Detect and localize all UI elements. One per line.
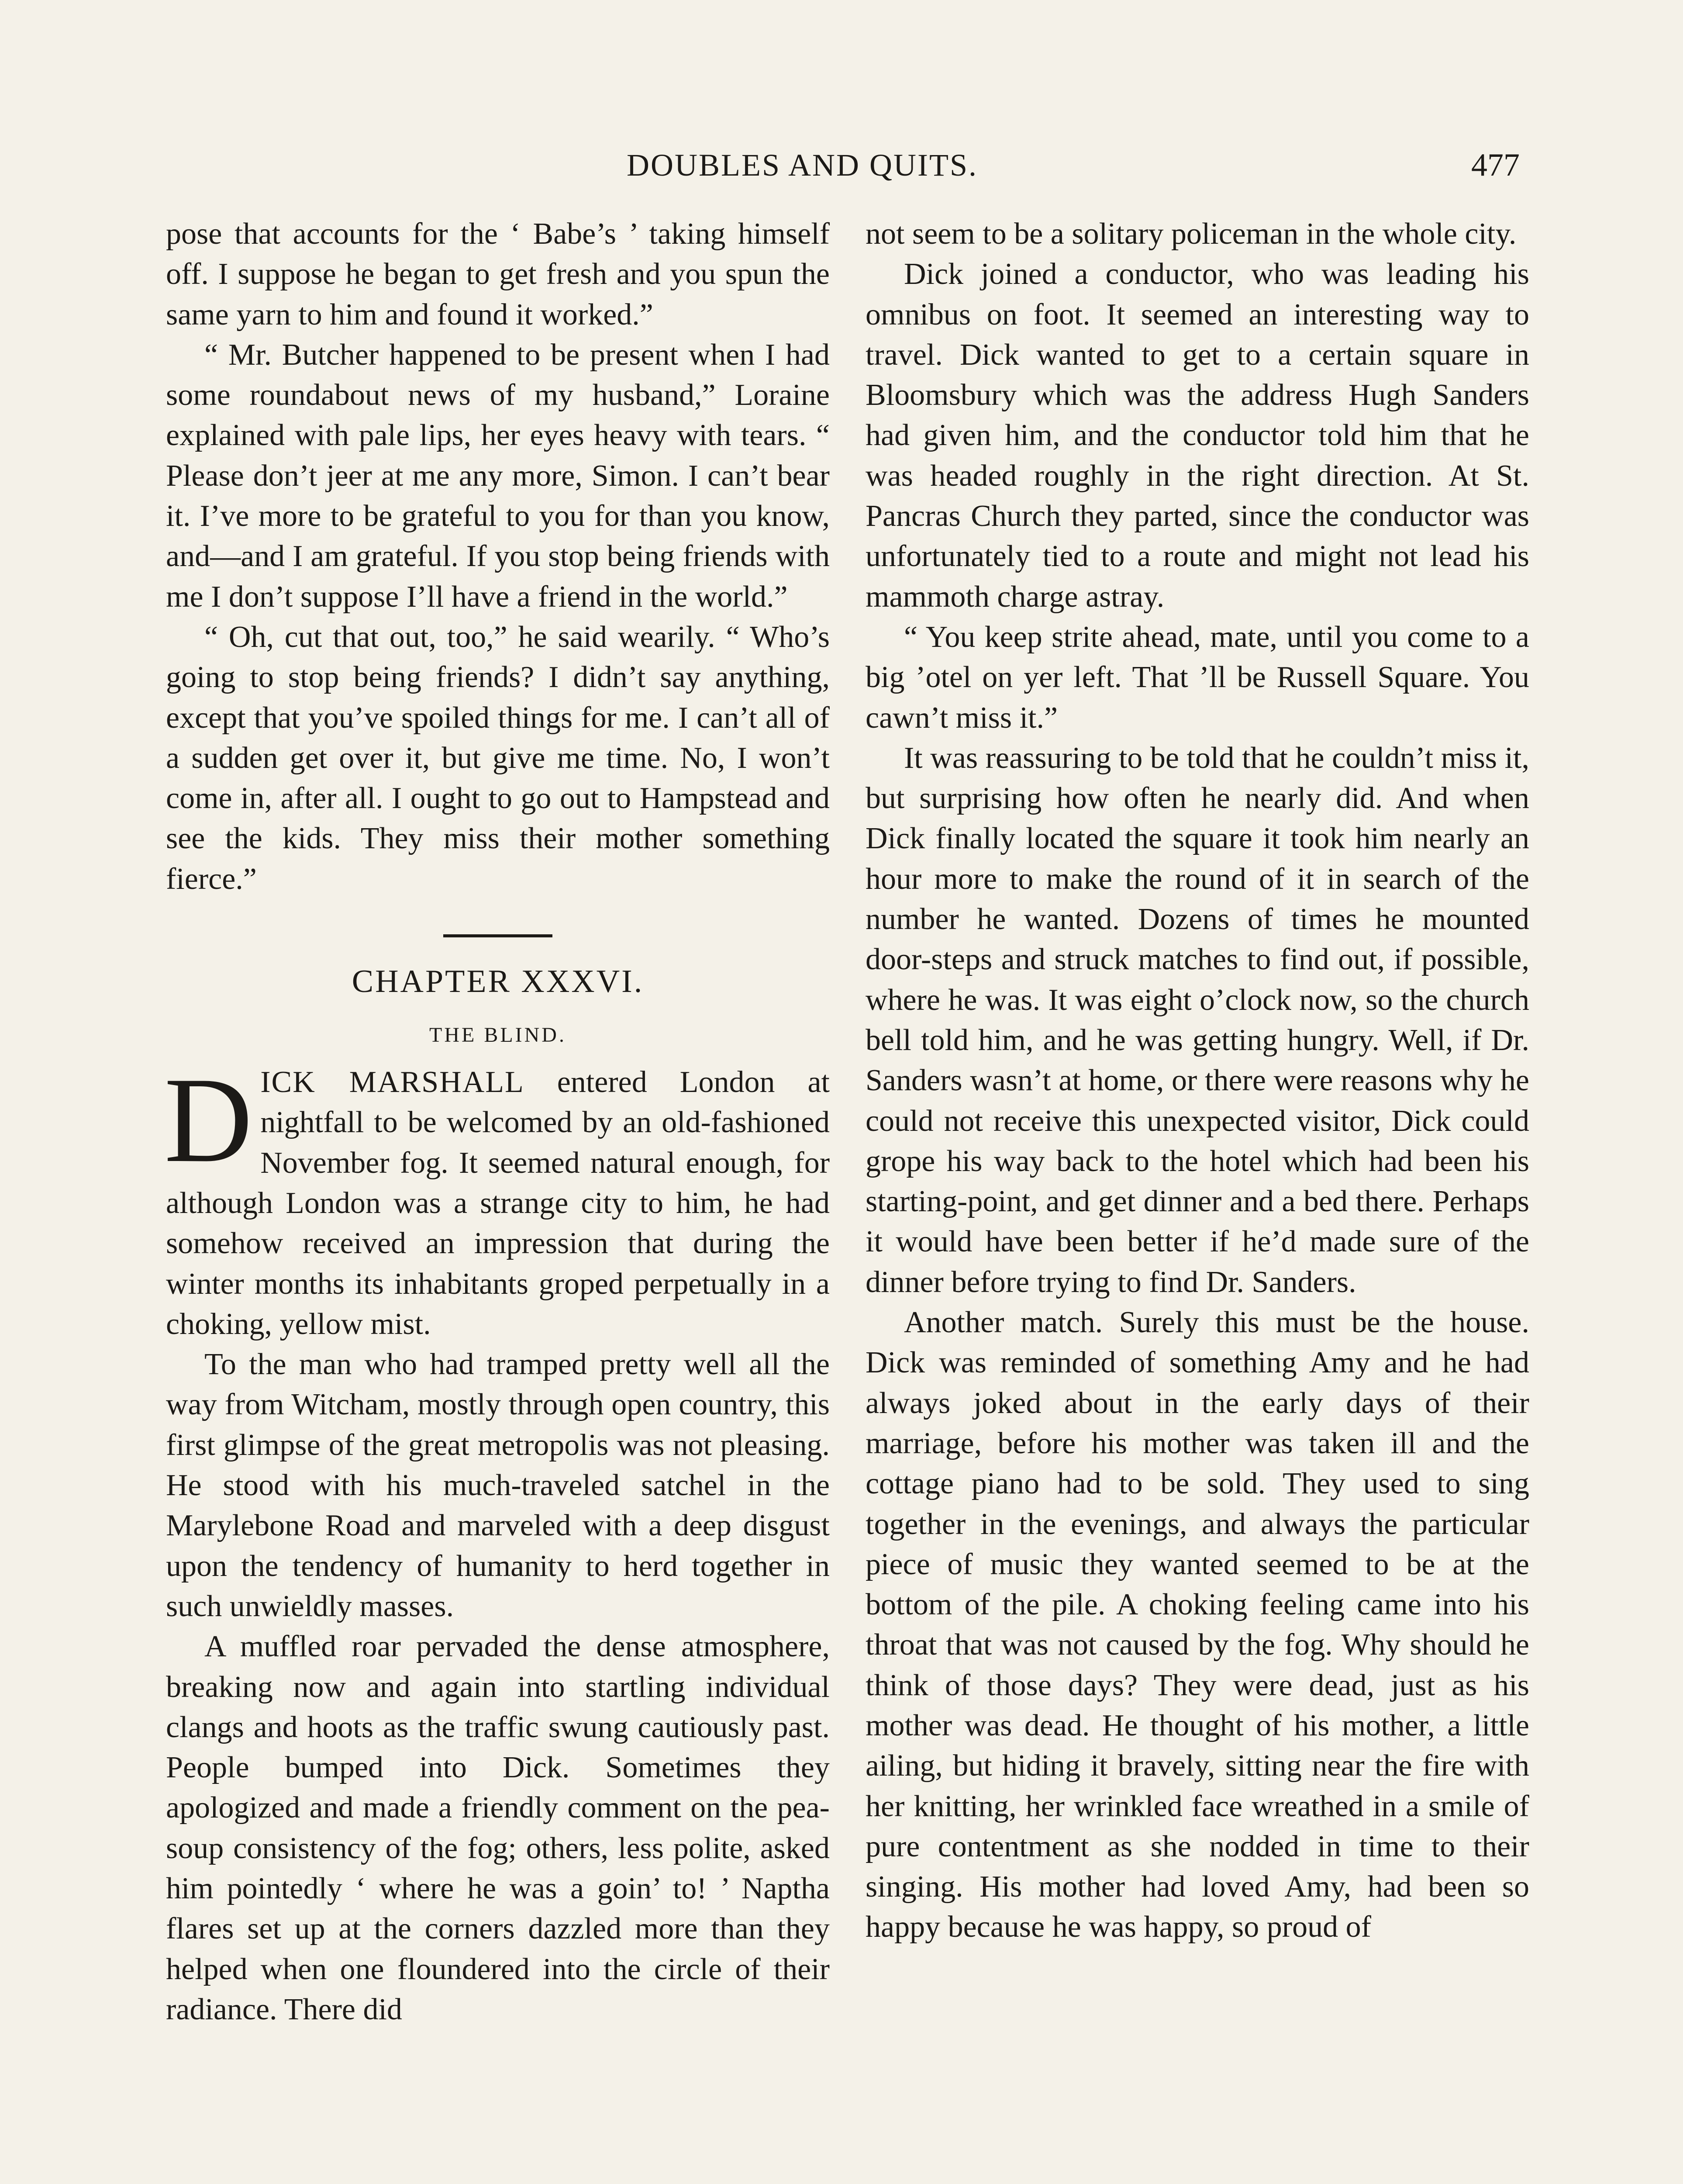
opening-text: entered London at nightfall to be welcomed by an old-fashioned November fog. It seemed natural enough, for although London was a strange city to him, he had somehow received an impression that during the winter months its inhabitants groped perpetually in a choking, yellow mist.	[166, 1065, 830, 1341]
running-head	[166, 139, 1520, 191]
section-divider	[443, 934, 552, 937]
drop-cap: D	[164, 1052, 253, 1188]
paragraph: “ You keep strite ahead, mate, until you come to a big ’otel on yer left. That ’ll be Russell Square. You cawn’t miss it.”	[866, 620, 1529, 735]
paragraph: A muffled roar pervaded the dense atmosphere, breaking now and again into startling individual clangs and hoots as the traffic swung cautiously past. People bumped into Dick. Sometimes they apologized and made a friendly comment on the pea-soup consistency of the fog; others, less polite, asked him pointedly ‘ where he was a goin’ to! ’ Naptha flares set up at the corners dazzled more than they helped when one floundered into the circle of their radiance. There did	[166, 1630, 830, 2026]
page-number: 477	[1471, 147, 1520, 183]
chapter-opening-paragraph	[164, 1052, 830, 1344]
running-title: DOUBLES AND QUITS.	[627, 148, 978, 183]
paragraph: pose that accounts for the ‘ Babe’s ’ taking himself off. I suppose he began to get fresh and you spun the same yarn to him and found it worked.”	[166, 217, 830, 332]
paragraph: To the man who had tramped pretty well all the way from Witcham, mostly through open country, this first glimpse of the great metropolis was not pleasing. He stood with his much-traveled satchel in the Marylebone Road and marveled with a deep disgust upon the tendency of humanity to herd together in such unwieldly masses.	[166, 1348, 830, 1623]
right-column	[866, 214, 1529, 1948]
paragraph: Another match. Surely this must be the house. Dick was reminded of something Amy and he had always joked about in the early days of their marriage, before his mother was taken ill and the cottage piano had to be sold. They used to sing together in the evenings, and always the particular piece of music they wanted seemed to be at the bottom of the pile. A choking feeling came into his throat that was not caused by the fog. Why should he think of those days? They were dead, just as his mother was dead. He thought of his mother, a little ailing, but hiding it bravely, sitting near the fire with her knitting, her wrinkled face wreathed in a smile of pure contentment as she nodded in time to their singing. His mother had loved Amy, had been so happy because he was happy, so proud of	[866, 1306, 1529, 1944]
chapter-subtitle: THE BLIND.	[429, 1023, 566, 1047]
paragraph: “ Oh, cut that out, too,” he said wearily. “ Who’s going to stop being friends? I didn’t say anything, except that you’ve spoiled things for me. I can’t all of a sudden get over it, but give me time. No, I won’t come in, after all. I ought to go out to Hampstead and see the kids. They miss their mother something fierce.”	[166, 620, 830, 896]
paragraph: “ Mr. Butcher happened to be present when I had some roundabout news of my husband,” Loraine explained with pale lips, her eyes heavy with tears. “ Please don’t jeer at me any more, Simon. I can’t bear it. I’ve more to be grateful to you for than you know, and—and I am grateful. If you stop being friends with me I don’t suppose I’ll have a friend in the world.”	[166, 338, 830, 614]
paragraph: Dick joined a conductor, who was leading his omnibus on foot. It seemed an interesting way to travel. Dick wanted to get to a certain square in Bloomsbury which was the address Hugh Sanders had given him, and the conductor told him that he was headed roughly in the right direction. At St. Pancras Church they parted, since the conductor was unfortunately tied to a route and might not lead his mammoth charge astray.	[866, 257, 1529, 614]
paragraph: not seem to be a solitary policeman in the whole city.	[866, 217, 1517, 251]
left-column	[166, 214, 830, 2030]
chapter-title: CHAPTER XXXVI.	[352, 964, 644, 1000]
paragraph: It was reassuring to be told that he couldn’t miss it, but surprising how often he nearly did. And when Dick finally located the square it took him nearly an hour more to make the round of it in search of the number he wanted. Dozens of times he mounted door-steps and struck matches to find out, if possible, where he was. It was eight o’clock now, so the church bell told him, and he was getting hungry. Well, if Dr. Sanders wasn’t at home, or there were reasons why he could not receive this unexpected visitor, Dick could grope his way back to the hotel which had been his starting-point, and get dinner and a bed there. Perhaps it would have been better if he’d made sure of the dinner before trying to find Dr. Sanders.	[866, 741, 1529, 1299]
opening-words: ICK MARSHALL	[260, 1065, 524, 1099]
